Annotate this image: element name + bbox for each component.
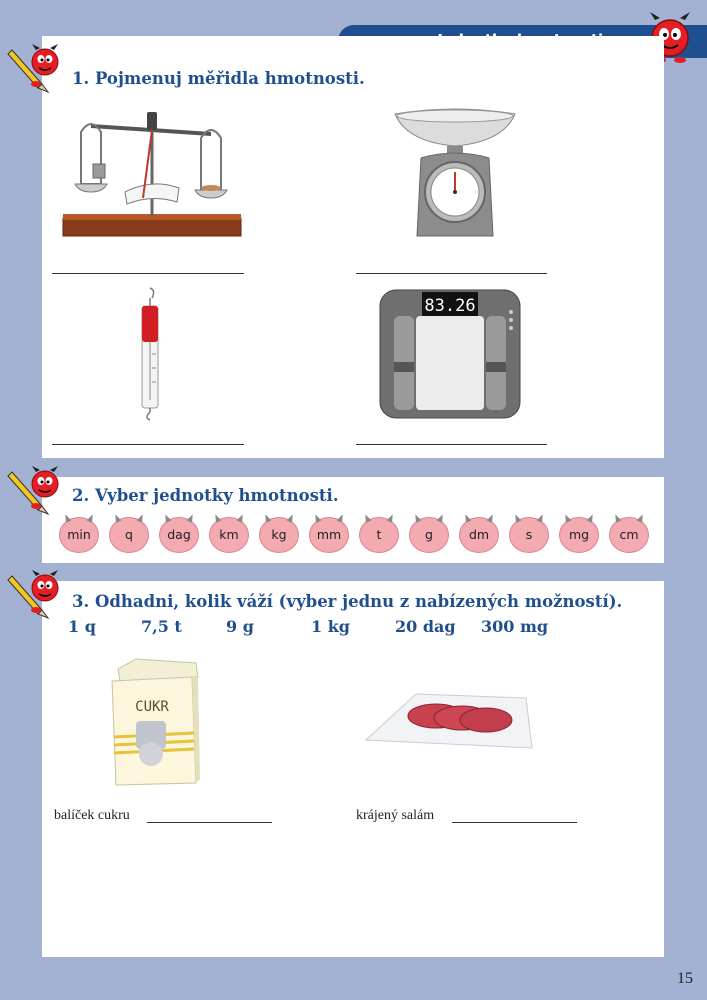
unit-bubble[interactable]: cm: [609, 517, 649, 553]
item2-label: krájený salám: [356, 808, 435, 823]
bathroom-scale-icon: [380, 290, 520, 418]
unit-bubble[interactable]: dm: [459, 517, 499, 553]
unit-bubble[interactable]: min: [59, 517, 99, 553]
answer-line[interactable]: [147, 822, 272, 823]
answer-line[interactable]: [52, 444, 244, 445]
salami-plate-icon: [366, 690, 532, 750]
devil-pencil-icon: [8, 44, 60, 94]
devil-pencil-icon: [8, 570, 60, 620]
weight-option[interactable]: 1 q: [68, 617, 96, 636]
unit-bubble[interactable]: t: [359, 517, 399, 553]
weight-option[interactable]: 9 g: [226, 617, 254, 636]
balance-scale-icon: [63, 108, 243, 238]
devil-pencil-icon: [8, 466, 60, 516]
task1-heading: 1. Pojmenuj měřidla hmotnosti.: [72, 69, 365, 88]
task3-heading: 3. Odhadni, kolik váží (vyber jednu z nabízených možností).: [72, 592, 623, 611]
unit-bubble[interactable]: s: [509, 517, 549, 553]
unit-bubble[interactable]: g: [409, 517, 449, 553]
answer-line[interactable]: [356, 444, 547, 445]
page-number: 15: [677, 970, 693, 987]
unit-bubble[interactable]: dag: [159, 517, 199, 553]
unit-bubble[interactable]: km: [209, 517, 249, 553]
answer-line[interactable]: [452, 822, 577, 823]
scale-display-text: 83.26: [424, 296, 476, 316]
kitchen-scale-icon: [393, 108, 517, 240]
weight-option[interactable]: 7,5 t: [141, 617, 182, 636]
weight-option[interactable]: 1 kg: [311, 617, 350, 636]
item1-label: balíček cukru: [54, 808, 130, 823]
weight-option[interactable]: 20 dag: [395, 617, 456, 636]
unit-bubble[interactable]: mg: [559, 517, 599, 553]
sugar-package-icon: [106, 657, 202, 787]
unit-bubble[interactable]: mm: [309, 517, 349, 553]
sugar-text: CUKR: [135, 699, 169, 715]
task2-heading: 2. Vyber jednotky hmotnosti.: [72, 486, 339, 505]
unit-bubble[interactable]: q: [109, 517, 149, 553]
weight-option[interactable]: 300 mg: [481, 617, 549, 636]
spring-scale-icon: [138, 288, 162, 420]
unit-bubble[interactable]: kg: [259, 517, 299, 553]
answer-line[interactable]: [356, 273, 547, 274]
answer-line[interactable]: [52, 273, 244, 274]
task1-panel: [42, 36, 664, 458]
